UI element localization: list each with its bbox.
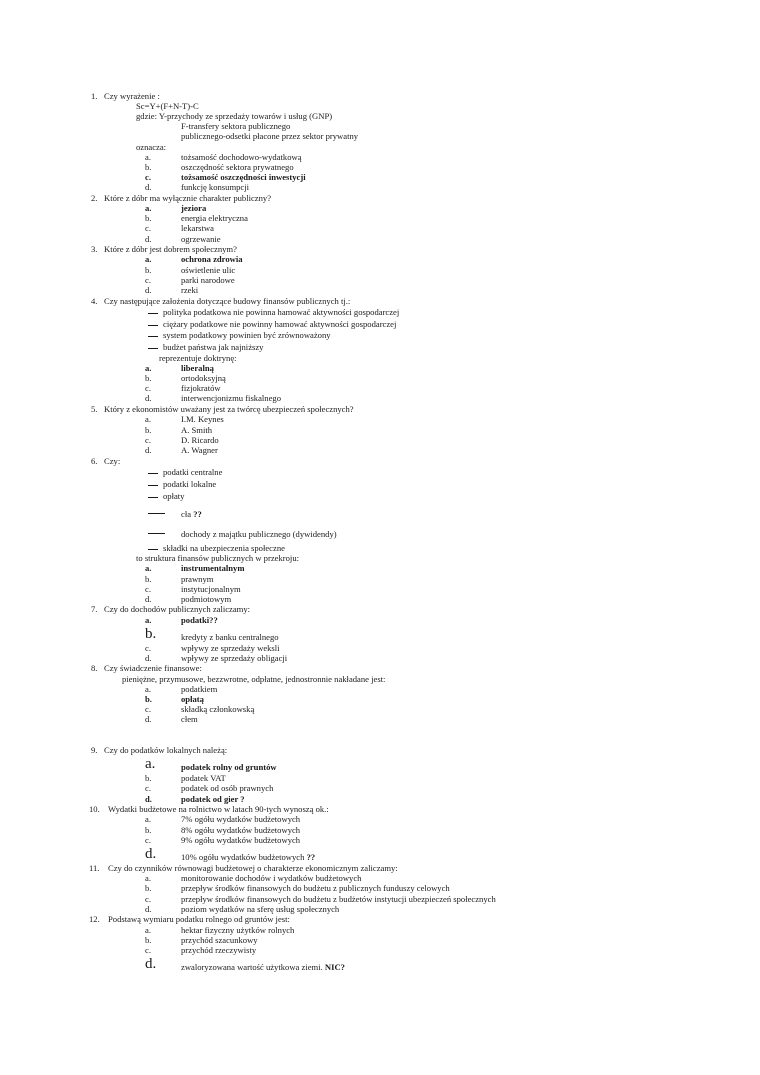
option-text: podatek od osób prawnych: [181, 783, 274, 793]
option-text: oświetlenie ulic: [181, 265, 236, 275]
option-letter: a.: [145, 814, 151, 824]
option-text: 9% ogółu wydatków budżetowych: [181, 835, 301, 845]
option-letter: a.: [145, 152, 151, 162]
option-letter: c.: [145, 435, 151, 445]
question-number: 11.: [89, 863, 100, 873]
option-text: energia elektryczna: [181, 213, 248, 223]
option-text-selected: opłatą: [181, 694, 204, 704]
question-subtext: reprezentuje doktrynę:: [159, 353, 237, 363]
option-letter: d.: [145, 956, 157, 972]
question-number: 3.: [91, 244, 98, 254]
option-text: A. Smith: [181, 425, 213, 435]
option-text-selected: podatki??: [181, 615, 218, 625]
formula-definition: gdzie: Y-przychody ze sprzedaży towarów i usług (GNP): [136, 111, 333, 121]
option-text: wpływy ze sprzedaży weksli: [181, 643, 280, 653]
question-text: Które z dóbr jest dobrem społecznym?: [104, 244, 237, 254]
dash-bullet: [148, 485, 158, 486]
question-text: Czy świadczenie finansowe:: [104, 663, 202, 673]
question-text: Czy do podatków lokalnych należą:: [104, 745, 228, 755]
question-text: Czy do dochodów publicznych zaliczamy:: [104, 604, 251, 614]
option-letter: b.: [145, 213, 152, 223]
option-letter: c.: [145, 894, 151, 904]
option-letter: d.: [145, 846, 157, 862]
question-text: Podstawą wymiaru podatku rolnego od gruntów jest:: [108, 914, 290, 924]
option-text: 8% ogółu wydatków budżetowych: [181, 825, 301, 835]
formula-definition: publicznego-odsetki płacone przez sektor prywatny: [181, 131, 359, 141]
formula-definition: F-transfery sektora publicznego: [181, 121, 291, 131]
bullet-item: system podatkowy powinien być zrównoważony: [148, 330, 331, 340]
option-text: lekarstwa: [181, 223, 214, 233]
bullet-item: polityka podatkowa nie powinna hamować aktywności gospodarczej: [148, 307, 399, 317]
option-letter: c.: [145, 223, 151, 233]
option-text-selected: liberalną: [181, 363, 214, 373]
option-text: hektar fizyczny użytków rolnych: [181, 925, 295, 935]
option-letter: d.: [145, 234, 152, 244]
option-text: podmiotowym: [181, 594, 232, 604]
option-text: prawnym: [181, 574, 214, 584]
option-text: instytucjonalnym: [181, 584, 241, 594]
option-text: tożsamość dochodowo-wydatkową: [181, 152, 302, 162]
bullet-text: dochody z majątku publicznego (dywidendy): [181, 529, 337, 539]
option-text: I.M. Keynes: [181, 414, 224, 424]
option-letter: d.: [145, 285, 152, 295]
option-text: podatkiem: [181, 684, 218, 694]
option-text: ortodoksyjną: [181, 373, 226, 383]
option-text-selected: podatek rolny od gruntów: [181, 762, 277, 772]
option-letter: a.: [145, 254, 152, 264]
option-text: poziom wydatków na sferę usług społecznych: [181, 904, 340, 914]
option-text-selected: podatek od gier ?: [181, 794, 245, 804]
option-text: A. Wagner: [181, 445, 218, 455]
option-letter: c.: [145, 172, 151, 182]
option-letter: b.: [145, 773, 152, 783]
option-letter: b.: [145, 825, 152, 835]
option-letter: d.: [145, 594, 152, 604]
option-letter: b.: [145, 883, 152, 893]
question-number: 12.: [89, 914, 100, 924]
bullet-item: ciężary podatkowe nie powinny hamować aktywności gospodarczej: [148, 319, 396, 329]
bullet-item: [148, 527, 170, 537]
option-letter: c.: [145, 835, 151, 845]
formula: Sc=Y+(F+N-T)-C: [136, 101, 199, 111]
question-text: Który z ekonomistów uważany jest za twórcę ubezpieczeń społecznych?: [104, 404, 354, 414]
option-letter: d.: [145, 445, 152, 455]
option-text: 7% ogółu wydatków budżetowych: [181, 814, 301, 824]
option-text-selected: tożsamość oszczędności inwestycji: [181, 172, 306, 182]
bullet-item: opłaty: [148, 491, 184, 501]
bullet-item: podatki centralne: [148, 467, 222, 477]
question-number: 5.: [91, 404, 98, 414]
question-number: 4.: [91, 296, 98, 306]
option-text: przepływ środków finansowych do budżetu z publicznych funduszy celowych: [181, 883, 450, 893]
dash-bullet: [148, 533, 165, 534]
option-letter: b.: [145, 626, 157, 642]
dash-bullet: [148, 336, 158, 337]
option-text: przychód rzeczywisty: [181, 945, 257, 955]
option-text: D. Ricardo: [181, 435, 219, 445]
option-text: wpływy ze sprzedaży obligacji: [181, 653, 288, 663]
option-letter: d.: [145, 653, 152, 663]
question-subtext: to struktura finansów publicznych w przekroju:: [136, 553, 300, 563]
option-letter: c.: [145, 275, 151, 285]
option-letter: d.: [145, 794, 152, 804]
dash-bullet: [148, 549, 158, 550]
question-text: Czy następujące założenia dotyczące budowy finansów publicznych tj.:: [104, 296, 351, 306]
option-letter: a.: [145, 414, 151, 424]
question-number: 10.: [89, 804, 100, 814]
option-letter: c.: [145, 704, 151, 714]
option-letter: b.: [145, 425, 152, 435]
option-text: parki narodowe: [181, 275, 235, 285]
bullet-item: budżet państwa jak najniższy: [148, 342, 263, 352]
option-letter: a.: [145, 873, 151, 883]
option-text: funkcję konsumpcji: [181, 182, 250, 192]
option-text: 10% ogółu wydatków budżetowych ??: [181, 852, 316, 862]
option-letter: a.: [145, 203, 152, 213]
option-letter: b.: [145, 694, 152, 704]
option-text: rzeki: [181, 285, 199, 295]
question-text: Wydatki budżetowe na rolnictwo w latach 90-tych wynoszą ok.:: [108, 804, 329, 814]
option-letter: c.: [145, 643, 151, 653]
question-number: 7.: [91, 604, 98, 614]
option-text: oszczędność sektora prywatnego: [181, 162, 294, 172]
bullet-item: [148, 507, 170, 517]
option-letter: b.: [145, 574, 152, 584]
option-letter: d.: [145, 393, 152, 403]
question-text: Czy:: [104, 456, 121, 466]
option-letter: c.: [145, 383, 151, 393]
option-letter: b.: [145, 162, 152, 172]
option-letter: a.: [145, 684, 151, 694]
question-number: 9.: [91, 745, 98, 755]
option-text: monitorowanie dochodów i wydatków budżetowych: [181, 873, 362, 883]
dash-bullet: [148, 325, 158, 326]
option-text: kredyty z banku centralnego: [181, 632, 279, 642]
option-text: przepływ środków finansowych do budżetu z budżetów instytucji ubezpieczeń społecznych: [181, 894, 496, 904]
dash-bullet: [148, 513, 165, 514]
bullet-item: składki na ubezpieczenia społeczne: [148, 543, 285, 553]
option-text: podatek VAT: [181, 773, 226, 783]
option-text: ogrzewanie: [181, 234, 221, 244]
option-letter: a.: [145, 563, 152, 573]
dash-bullet: [148, 473, 158, 474]
option-letter: c.: [145, 584, 151, 594]
option-letter: a.: [145, 615, 152, 625]
question-text: Czy do czynników równowagi budżetowej o charakterze ekonomicznym zaliczamy:: [108, 863, 398, 873]
question-number: 2.: [91, 193, 98, 203]
option-letter: d.: [145, 904, 152, 914]
option-text: przychód szacunkowy: [181, 935, 258, 945]
option-letter: d.: [145, 182, 152, 192]
option-letter: b.: [145, 265, 152, 275]
option-letter: b.: [145, 373, 152, 383]
question-subtext: oznacza:: [136, 142, 167, 152]
question-number: 8.: [91, 663, 98, 673]
bullet-item: podatki lokalne: [148, 479, 216, 489]
option-text: zwaloryzowana wartość użytkowa ziemi. NIC?: [181, 962, 345, 972]
option-text-selected: jeziora: [181, 203, 207, 213]
option-letter: b.: [145, 935, 152, 945]
option-letter: d.: [145, 714, 152, 724]
option-letter: a.: [145, 925, 151, 935]
option-text: fizjokratów: [181, 383, 221, 393]
option-text-selected: ochrona zdrowia: [181, 254, 243, 264]
option-letter: a.: [145, 756, 156, 772]
option-letter: a.: [145, 363, 152, 373]
dash-bullet: [148, 348, 158, 349]
option-text: cłem: [181, 714, 198, 724]
question-text: Czy wyrażenie :: [104, 91, 160, 101]
option-text: interwencjonizmu fiskalnego: [181, 393, 281, 403]
question-number: 6.: [91, 456, 98, 466]
option-text: składką członkowską: [181, 704, 255, 714]
question-text: Które z dóbr ma wyłącznie charakter publiczny?: [104, 193, 272, 203]
dash-bullet: [148, 497, 158, 498]
question-subtext: pieniężne, przymusowe, bezzwrotne, odpłatne, jednostronnie nakładane jest:: [122, 674, 386, 684]
option-letter: c.: [145, 783, 151, 793]
bullet-text: cła ??: [181, 509, 202, 519]
option-letter: c.: [145, 945, 151, 955]
dash-bullet: [148, 313, 158, 314]
question-number: 1.: [91, 91, 98, 101]
option-text-selected: instrumentalnym: [181, 563, 245, 573]
